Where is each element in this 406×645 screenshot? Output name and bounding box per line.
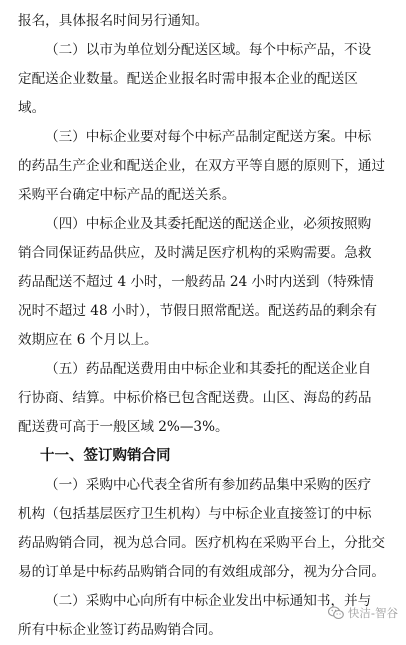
text-line-17: （一）采购中心代表全省所有参加药品集中采购的医疗 bbox=[45, 477, 372, 493]
text-line-20: 易的订单是中标药品购销合同的有效组成部分，视为分合同。 bbox=[18, 564, 386, 580]
text-line-15: 配送费可高于一般区域 2%—3%。 bbox=[18, 419, 229, 435]
wechat-icon bbox=[328, 606, 344, 620]
watermark-label: 快洁-智谷 bbox=[347, 606, 398, 620]
text-line-11: 况时不超过 48 小时），节假日照常配送。配送药品的剩余有 bbox=[18, 303, 377, 319]
text-line-8: （四）中标企业及其委托配送的配送企业，必须按照购 bbox=[45, 216, 372, 232]
text-line-7: 采购平台确定中标产品的配送关系。 bbox=[18, 187, 236, 203]
text-line-21: （二）采购中心向所有中标企业发出中标通知书，并与 bbox=[45, 593, 372, 609]
text-line-9: 销合同保证药品供应，及时满足医疗机构的采购需要。急救 bbox=[18, 245, 372, 261]
text-line-13: （五）药品配送费用由中标企业和其委托的配送企业自 bbox=[45, 361, 372, 377]
text-line-3: 定配送企业数量。配送企业报名时需申报本企业的配送区 bbox=[18, 71, 358, 87]
text-line-1: 报名，具体报名时间另行通知。 bbox=[18, 13, 209, 29]
watermark bbox=[328, 605, 398, 621]
text-line-22: 所有中标企业签订药品购销合同。 bbox=[18, 622, 222, 638]
text-line-5: （三）中标企业要对每个中标产品制定配送方案。中标 bbox=[45, 129, 372, 145]
text-line-10: 药品配送不超过 4 小时，一般药品 24 小时内送到（特殊情 bbox=[18, 274, 374, 290]
text-line-6: 的药品生产企业和配送企业，在双方平等自愿的原则下，通过 bbox=[18, 158, 386, 174]
text-line-14: 行协商、结算。中标价格已包含配送费。山区、海岛的药品 bbox=[18, 390, 372, 406]
text-line-12: 效期应在 6 个月以上。 bbox=[18, 332, 158, 348]
text-line-2: （二）以市为单位划分配送区域。每个中标产品，不设 bbox=[45, 42, 372, 58]
text-line-19: 药品购销合同，视为总合同。医疗机构在采购平台上，分批交 bbox=[18, 535, 386, 551]
text-line-18: 机构（包括基层医疗卫生机构）与中标企业直接签订的中标 bbox=[18, 506, 372, 522]
section-heading: 十一、签订购销合同 bbox=[40, 448, 171, 464]
text-line-4: 域。 bbox=[18, 100, 46, 116]
